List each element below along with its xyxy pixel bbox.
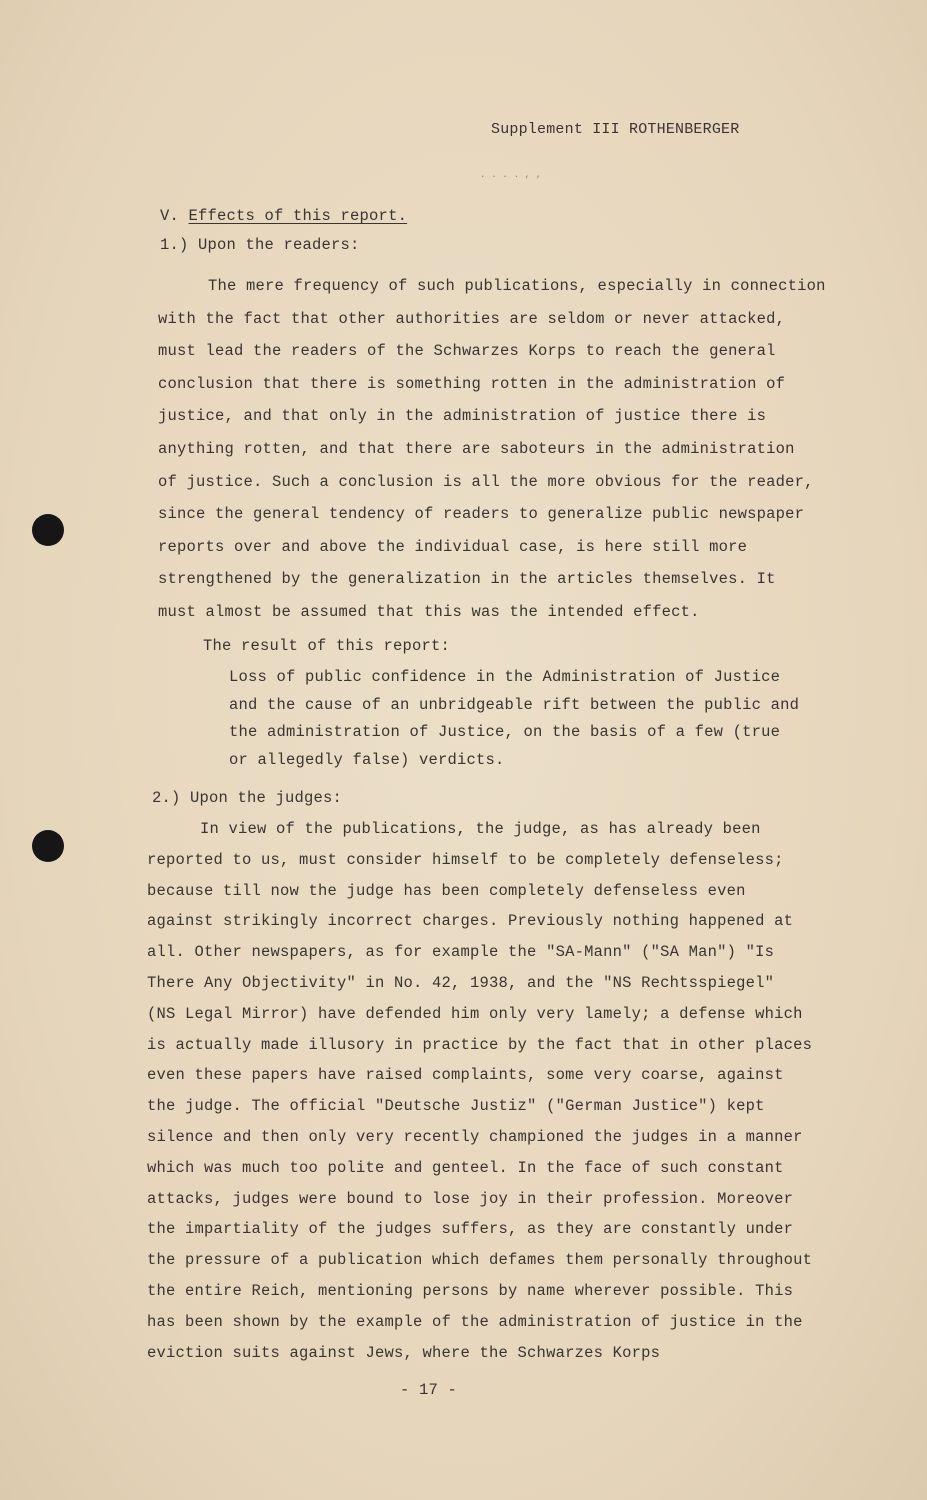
text-line: silence and then only very recently championed the judges in a manner (147, 1127, 803, 1146)
result-label: The result of this report: (203, 637, 451, 655)
text-line: must almost be assumed that this was the intended effect. (158, 602, 700, 621)
text-line: since the general tendency of readers to generalize public newspaper (158, 505, 805, 524)
text-line: (NS Legal Mirror) have defended him only very lamely; a defense which (147, 1004, 803, 1023)
punch-hole-top (32, 514, 64, 546)
paragraph-readers (158, 277, 848, 636)
text-line: conclusion that there is something rotten in the administration of (158, 374, 786, 393)
text-line: because till now the judge has been completely defenseless even (147, 881, 746, 900)
text-line: In view of the publications, the judge, as has already been (200, 820, 761, 838)
text-line: of justice. Such a conclusion is all the more obvious for the reader, (158, 472, 814, 491)
text-line: There Any Objectivity" in No. 42, 1938, and the "NS Rechtsspiegel" (147, 973, 775, 992)
text-line: eviction suits against Jews, where the Schwarzes Korps (147, 1343, 661, 1362)
text-line: Loss of public confidence in the Administration of Justice (229, 668, 781, 686)
text-line: has been shown by the example of the administration of justice in the (147, 1312, 803, 1331)
result-block (229, 668, 829, 778)
text-line: the entire Reich, mentioning persons by name wherever possible. This (147, 1281, 794, 1300)
text-line: the impartiality of the judges suffers, as they are constantly under (147, 1220, 794, 1239)
text-line: which was much too polite and genteel. In the face of such constant (147, 1158, 784, 1177)
text-line: and the cause of an unbridgeable rift between the public and (229, 695, 800, 714)
text-line: with the fact that other authorities are seldom or never attacked, (158, 309, 786, 328)
text-line: is actually made illusory in practice by the fact that in other places (147, 1035, 813, 1054)
section-title: Effects of this report. (188, 207, 408, 225)
text-line: or allegedly false) verdicts. (229, 750, 505, 769)
paragraph-judges (147, 820, 847, 1374)
text-line: attacks, judges were bound to lose joy in their profession. Moreover (147, 1189, 794, 1208)
text-line: even these papers have raised complaints, some very coarse, against (147, 1066, 784, 1085)
page-number: - 17 - (400, 1381, 458, 1399)
text-line: the pressure of a publication which defames them personally throughout (147, 1251, 813, 1270)
text-line: strengthened by the generalization in the articles themselves. It (158, 570, 776, 589)
punch-hole-bottom (32, 830, 64, 862)
text-line: the judge. The official "Deutsche Justiz" ("German Justice") kept (147, 1097, 765, 1116)
supplement-header: Supplement III ROTHENBERGER (491, 121, 740, 138)
text-line: The mere frequency of such publications, especially in connection (208, 277, 826, 295)
section-heading (160, 207, 407, 225)
subheading-readers: 1.) Upon the readers: (160, 236, 360, 254)
text-line: reports over and above the individual case, is here still more (158, 537, 748, 556)
text-line: the administration of Justice, on the basis of a few (true (229, 723, 781, 741)
text-line: anything rotten, and that there are saboteurs in the administration (158, 439, 795, 458)
section-number: V. (160, 207, 180, 225)
text-line: against strikingly incorrect charges. Previously nothing happened at (147, 912, 794, 931)
text-line: must lead the readers of the Schwarzes Korps to reach the general (158, 342, 776, 361)
subheading-judges: 2.) Upon the judges: (152, 789, 343, 807)
text-line: justice, and that only in the administration of justice there is (158, 407, 767, 426)
page-smudge: . . . . , , (480, 170, 542, 180)
text-line: all. Other newspapers, as for example the "SA-Mann" ("SA Man") "Is (147, 943, 775, 962)
text-line: reported to us, must consider himself to be completely defenseless; (147, 850, 784, 869)
